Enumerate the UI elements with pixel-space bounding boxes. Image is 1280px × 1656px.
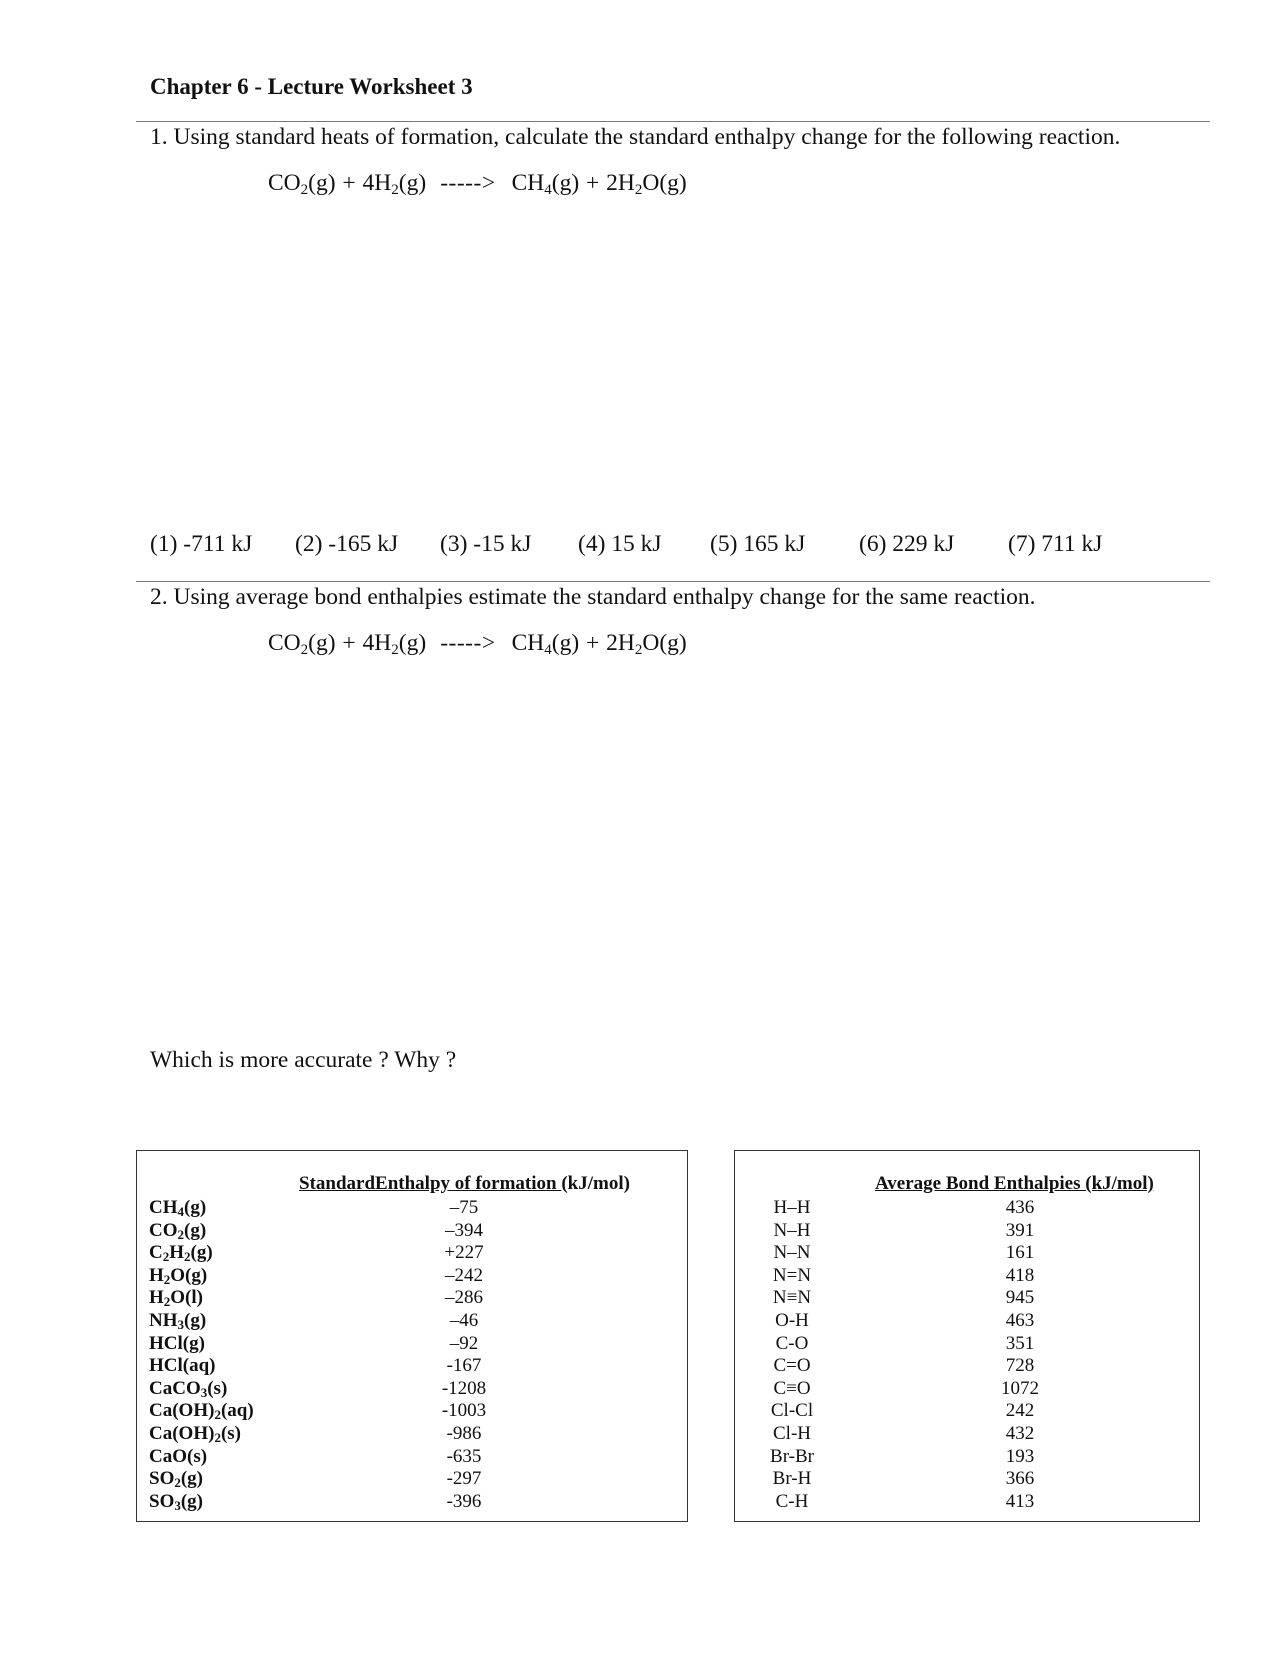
- substance-cell: HCl(g): [149, 1332, 205, 1354]
- bond-value-cell: 728: [1005, 1355, 1035, 1377]
- formation-value-cell: –242: [445, 1264, 483, 1286]
- page-title: Chapter 6 - Lecture Worksheet 3: [150, 74, 473, 99]
- bond-value-cell: 366: [1005, 1468, 1035, 1490]
- substance-cell: $H_2O(l)$: [149, 1287, 203, 1310]
- equation-products: $CH_4(g) + 2H_2O(g)$: [511, 630, 687, 658]
- bond-cell: C=O: [773, 1355, 811, 1377]
- bond-table-header: Average Bond Enthalpies (kJ/mol): [875, 1173, 1154, 1194]
- substance-cell: $CH_4(g)$: [149, 1197, 207, 1219]
- formation-value-cell: -297: [446, 1468, 482, 1490]
- bond-value-cell: 161: [1005, 1242, 1035, 1264]
- answer-choice: (6) 229 kJ: [859, 531, 955, 557]
- bond-value-cell: 463: [1005, 1309, 1035, 1331]
- formation-value-cell: –394: [445, 1219, 483, 1241]
- substance-cell: $CO_2(g)$: [149, 1219, 207, 1242]
- divider-top: [136, 121, 1210, 122]
- bond-cell: O-H: [775, 1309, 809, 1331]
- bond-cell: Cl-Cl: [770, 1400, 814, 1422]
- reaction-arrow: ----->: [440, 170, 496, 196]
- bond-cell: Br-H: [772, 1468, 812, 1490]
- bond-value-cell: 436: [1005, 1197, 1035, 1218]
- bond-value-cell: 351: [1005, 1332, 1035, 1354]
- formation-value-cell: +227: [444, 1242, 484, 1264]
- equation-products: $CH_4(g) + 2H_2O(g)$: [511, 170, 687, 198]
- question-2-text: 2. Using average bond enthalpies estimate the standard enthalpy change for the same reaction.: [150, 584, 1036, 610]
- formation-value-cell: –92: [449, 1332, 479, 1354]
- substance-cell: $Ca(OH)_2(aq)$: [149, 1400, 254, 1423]
- formation-table-header: StandardEnthalpy of formation (kJ/mol): [299, 1173, 630, 1194]
- formation-value-cell: -396: [446, 1490, 482, 1512]
- answer-choice: (1) -711 kJ: [150, 531, 253, 557]
- bond-cell: N=N: [772, 1264, 812, 1286]
- bond-value-column: [980, 1197, 1060, 1513]
- formation-value-cell: -986: [446, 1422, 482, 1444]
- formation-enthalpy-table: [136, 1150, 688, 1522]
- formation-value-cell: –286: [445, 1287, 483, 1309]
- equation-reactants: $CO_2(g) + 4H_2(g)$: [268, 630, 427, 658]
- divider-middle: [136, 581, 1210, 582]
- bond-enthalpy-table: [734, 1150, 1200, 1522]
- bond-value-cell: 242: [1005, 1400, 1035, 1422]
- bond-cell: Br-Br: [770, 1445, 814, 1467]
- reaction-equation-1: [268, 170, 687, 197]
- substance-cell: $C_2H_2(g)$: [149, 1242, 213, 1265]
- answer-choice: (2) -165 kJ: [295, 531, 399, 557]
- answer-choice: (3) -15 kJ: [440, 531, 532, 557]
- bond-value-cell: 413: [1005, 1490, 1035, 1512]
- reaction-arrow: ----->: [440, 630, 496, 656]
- substance-cell: $SO_2(g)$: [149, 1468, 204, 1491]
- formation-value-cell: -1003: [441, 1400, 487, 1422]
- substance-cell: $SO_3(g)$: [149, 1490, 204, 1513]
- bond-value-cell: 193: [1005, 1445, 1035, 1467]
- bond-value-cell: 1072: [1001, 1377, 1039, 1399]
- equation-reactants: $CO_2(g) + 4H_2(g)$: [268, 170, 427, 198]
- formation-value-cell: -1208: [441, 1377, 487, 1399]
- bond-cell: C-O: [775, 1332, 809, 1354]
- substance-cell: $NH_3(g)$: [149, 1309, 207, 1332]
- answer-choice: (5) 165 kJ: [710, 531, 806, 557]
- bond-value-cell: 418: [1005, 1264, 1035, 1286]
- bond-value-cell: 391: [1005, 1219, 1035, 1241]
- bond-cell: N–N: [773, 1242, 811, 1264]
- substance-column: [149, 1197, 409, 1513]
- bond-cell: N≡N: [772, 1287, 812, 1309]
- substance-cell: CaCO$_3$(s): [149, 1377, 228, 1400]
- bond-cell: H–H: [773, 1197, 811, 1218]
- bond-column: [757, 1197, 827, 1513]
- formation-value-cell: –75: [449, 1197, 479, 1218]
- bond-cell: Cl-H: [773, 1422, 811, 1444]
- formation-value-cell: –46: [449, 1309, 479, 1331]
- bond-cell: C-H: [775, 1490, 809, 1512]
- bond-cell: N–H: [773, 1219, 811, 1241]
- answer-choice: (7) 711 kJ: [1008, 531, 1103, 557]
- formation-value-cell: -167: [446, 1355, 482, 1377]
- substance-cell: $Ca(OH)_2(s)$: [149, 1422, 241, 1445]
- answer-choice: (4) 15 kJ: [578, 531, 662, 557]
- bond-cell: C≡O: [773, 1377, 811, 1399]
- formation-value-cell: -635: [446, 1445, 482, 1467]
- accuracy-question: Which is more accurate ? Why ?: [150, 1047, 457, 1073]
- bond-value-cell: 432: [1005, 1422, 1035, 1444]
- substance-cell: CaO(s): [149, 1445, 208, 1467]
- reaction-equation-2: [268, 630, 687, 657]
- question-1-text: 1. Using standard heats of formation, calculate the standard enthalpy change for the following reaction.: [150, 124, 1121, 150]
- bond-value-cell: 945: [1005, 1287, 1035, 1309]
- substance-cell: $H_2O(g)$: [149, 1264, 208, 1287]
- formation-value-column: [404, 1197, 524, 1513]
- substance-cell: HCl(aq): [149, 1355, 216, 1377]
